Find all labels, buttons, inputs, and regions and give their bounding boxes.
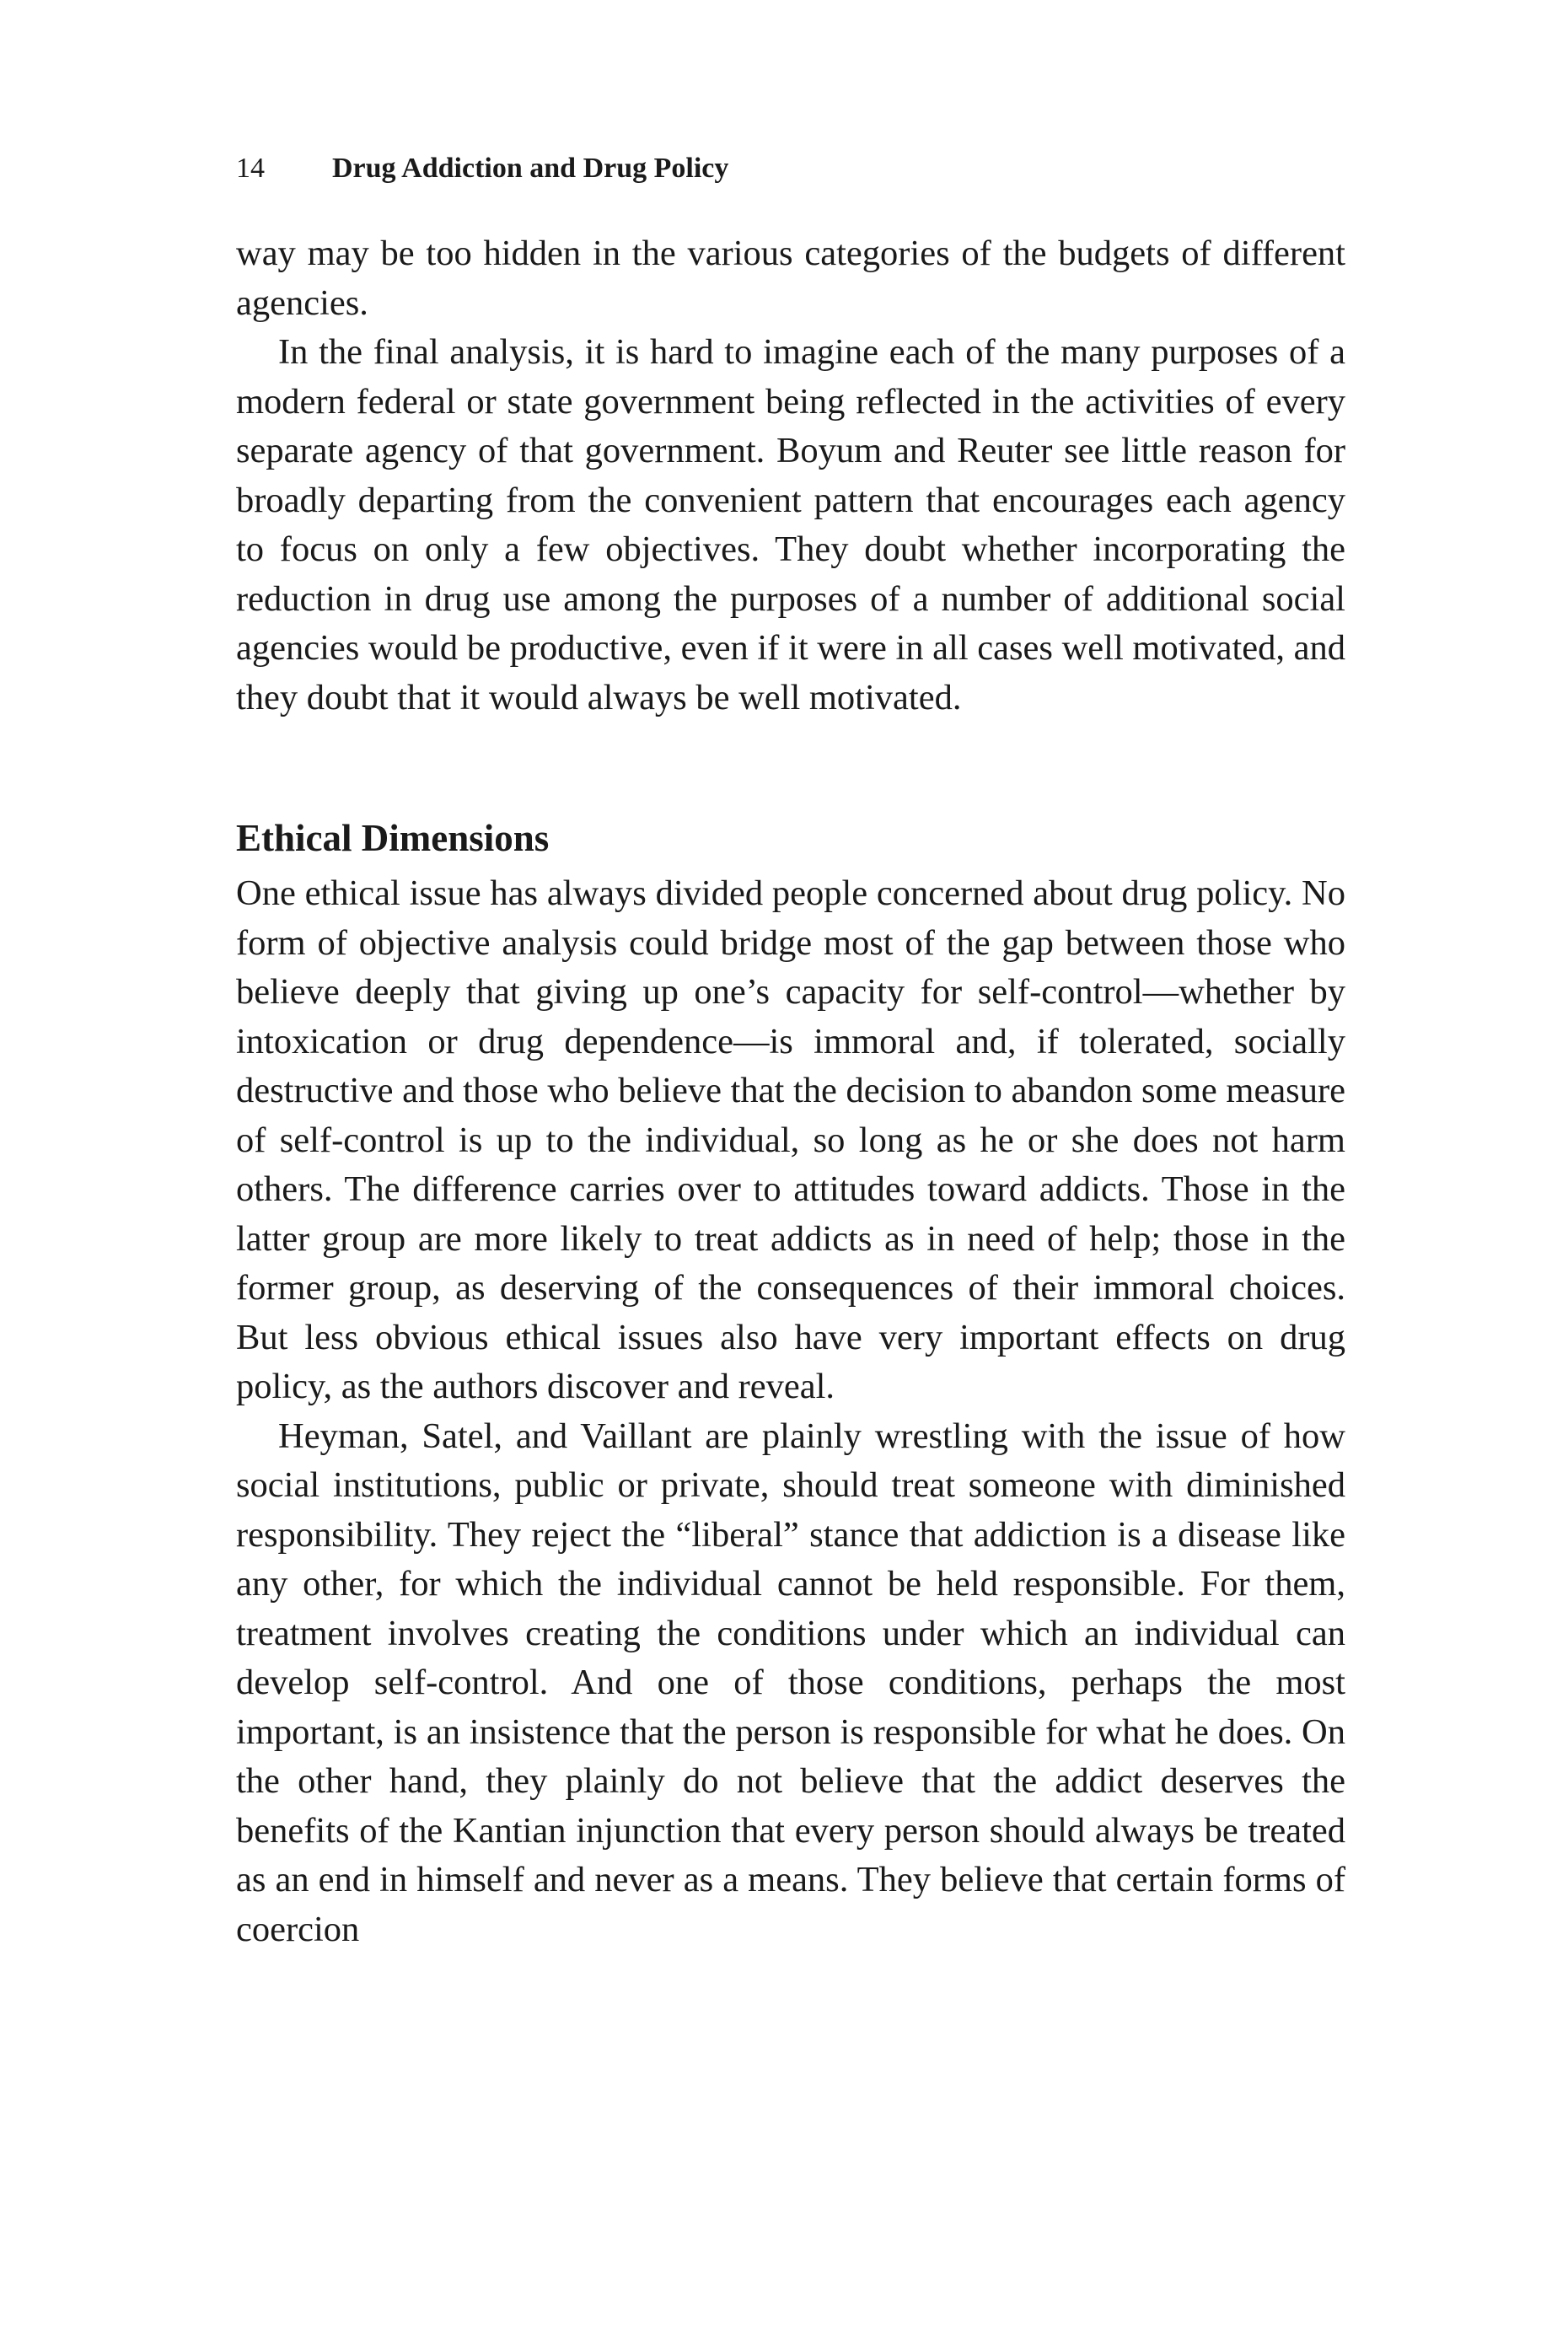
running-head bbox=[236, 152, 1345, 185]
paragraph-heyman-satel-vaillant: Heyman, Satel, and Vaillant are plainly wrestling with the issue of how social institutions, public or private, should treat someone with diminished responsibility. They reject the “liberal” stance that addiction is a disease like any other, for which the individual cannot be held responsible. For them, treatment involves creating the conditions under which an individual can develop self-control. And one of those conditions, perhaps the most important, is an insistence that the person is responsible for what he does. On the other hand, they plainly do not believe that the addict deserves the benefits of the Kantian injunction that every person should always be treated as an end in himself and never as a means. They believe that certain forms of coercion bbox=[236, 1416, 1345, 1949]
book-title: Drug Addiction and Drug Policy bbox=[332, 153, 729, 184]
section-heading: Ethical Dimensions bbox=[236, 817, 550, 859]
paragraph-final-analysis: In the final analysis, it is hard to imagine each of the many purposes of a modern federal or state government being reflected in the activities of every separate agency of that government. Boyum and Reuter see little reason for broadly departing from the convenient pattern that encourages each agency to focus on only a few objectives. They doubt whether incorporating the reduction in drug use among the purposes of a number of additional social agencies would be productive, even if it were in all cases well motivated, and they doubt that it would always be well motivated. bbox=[236, 332, 1345, 717]
paragraph-ethical-issue: One ethical issue has always divided people concerned about drug policy. No form of objective analysis could bridge most of the gap between those who believe deeply that giving up one’s capacity for self-control—whether by intoxication or drug dependence—is immoral and, if tolerated, socially destructive and those who believe that the decision to abandon some measure of self-control is up to the individual, so long as he or she does not harm others. The difference carries over to attitudes toward addicts. Those in the latter group are more likely to treat addicts as in need of help; those in the former group, as deserving of the consequences of their immoral choices. But less obvious ethical issues also have very important effects on drug policy, as the authors discover and reveal. bbox=[236, 873, 1345, 1406]
paragraph-continued: way may be too hidden in the various categories of the budgets of different agencies. bbox=[236, 234, 1345, 323]
body-text bbox=[236, 229, 1345, 1954]
page-number: 14 bbox=[236, 153, 265, 184]
book-page bbox=[236, 152, 1345, 1954]
